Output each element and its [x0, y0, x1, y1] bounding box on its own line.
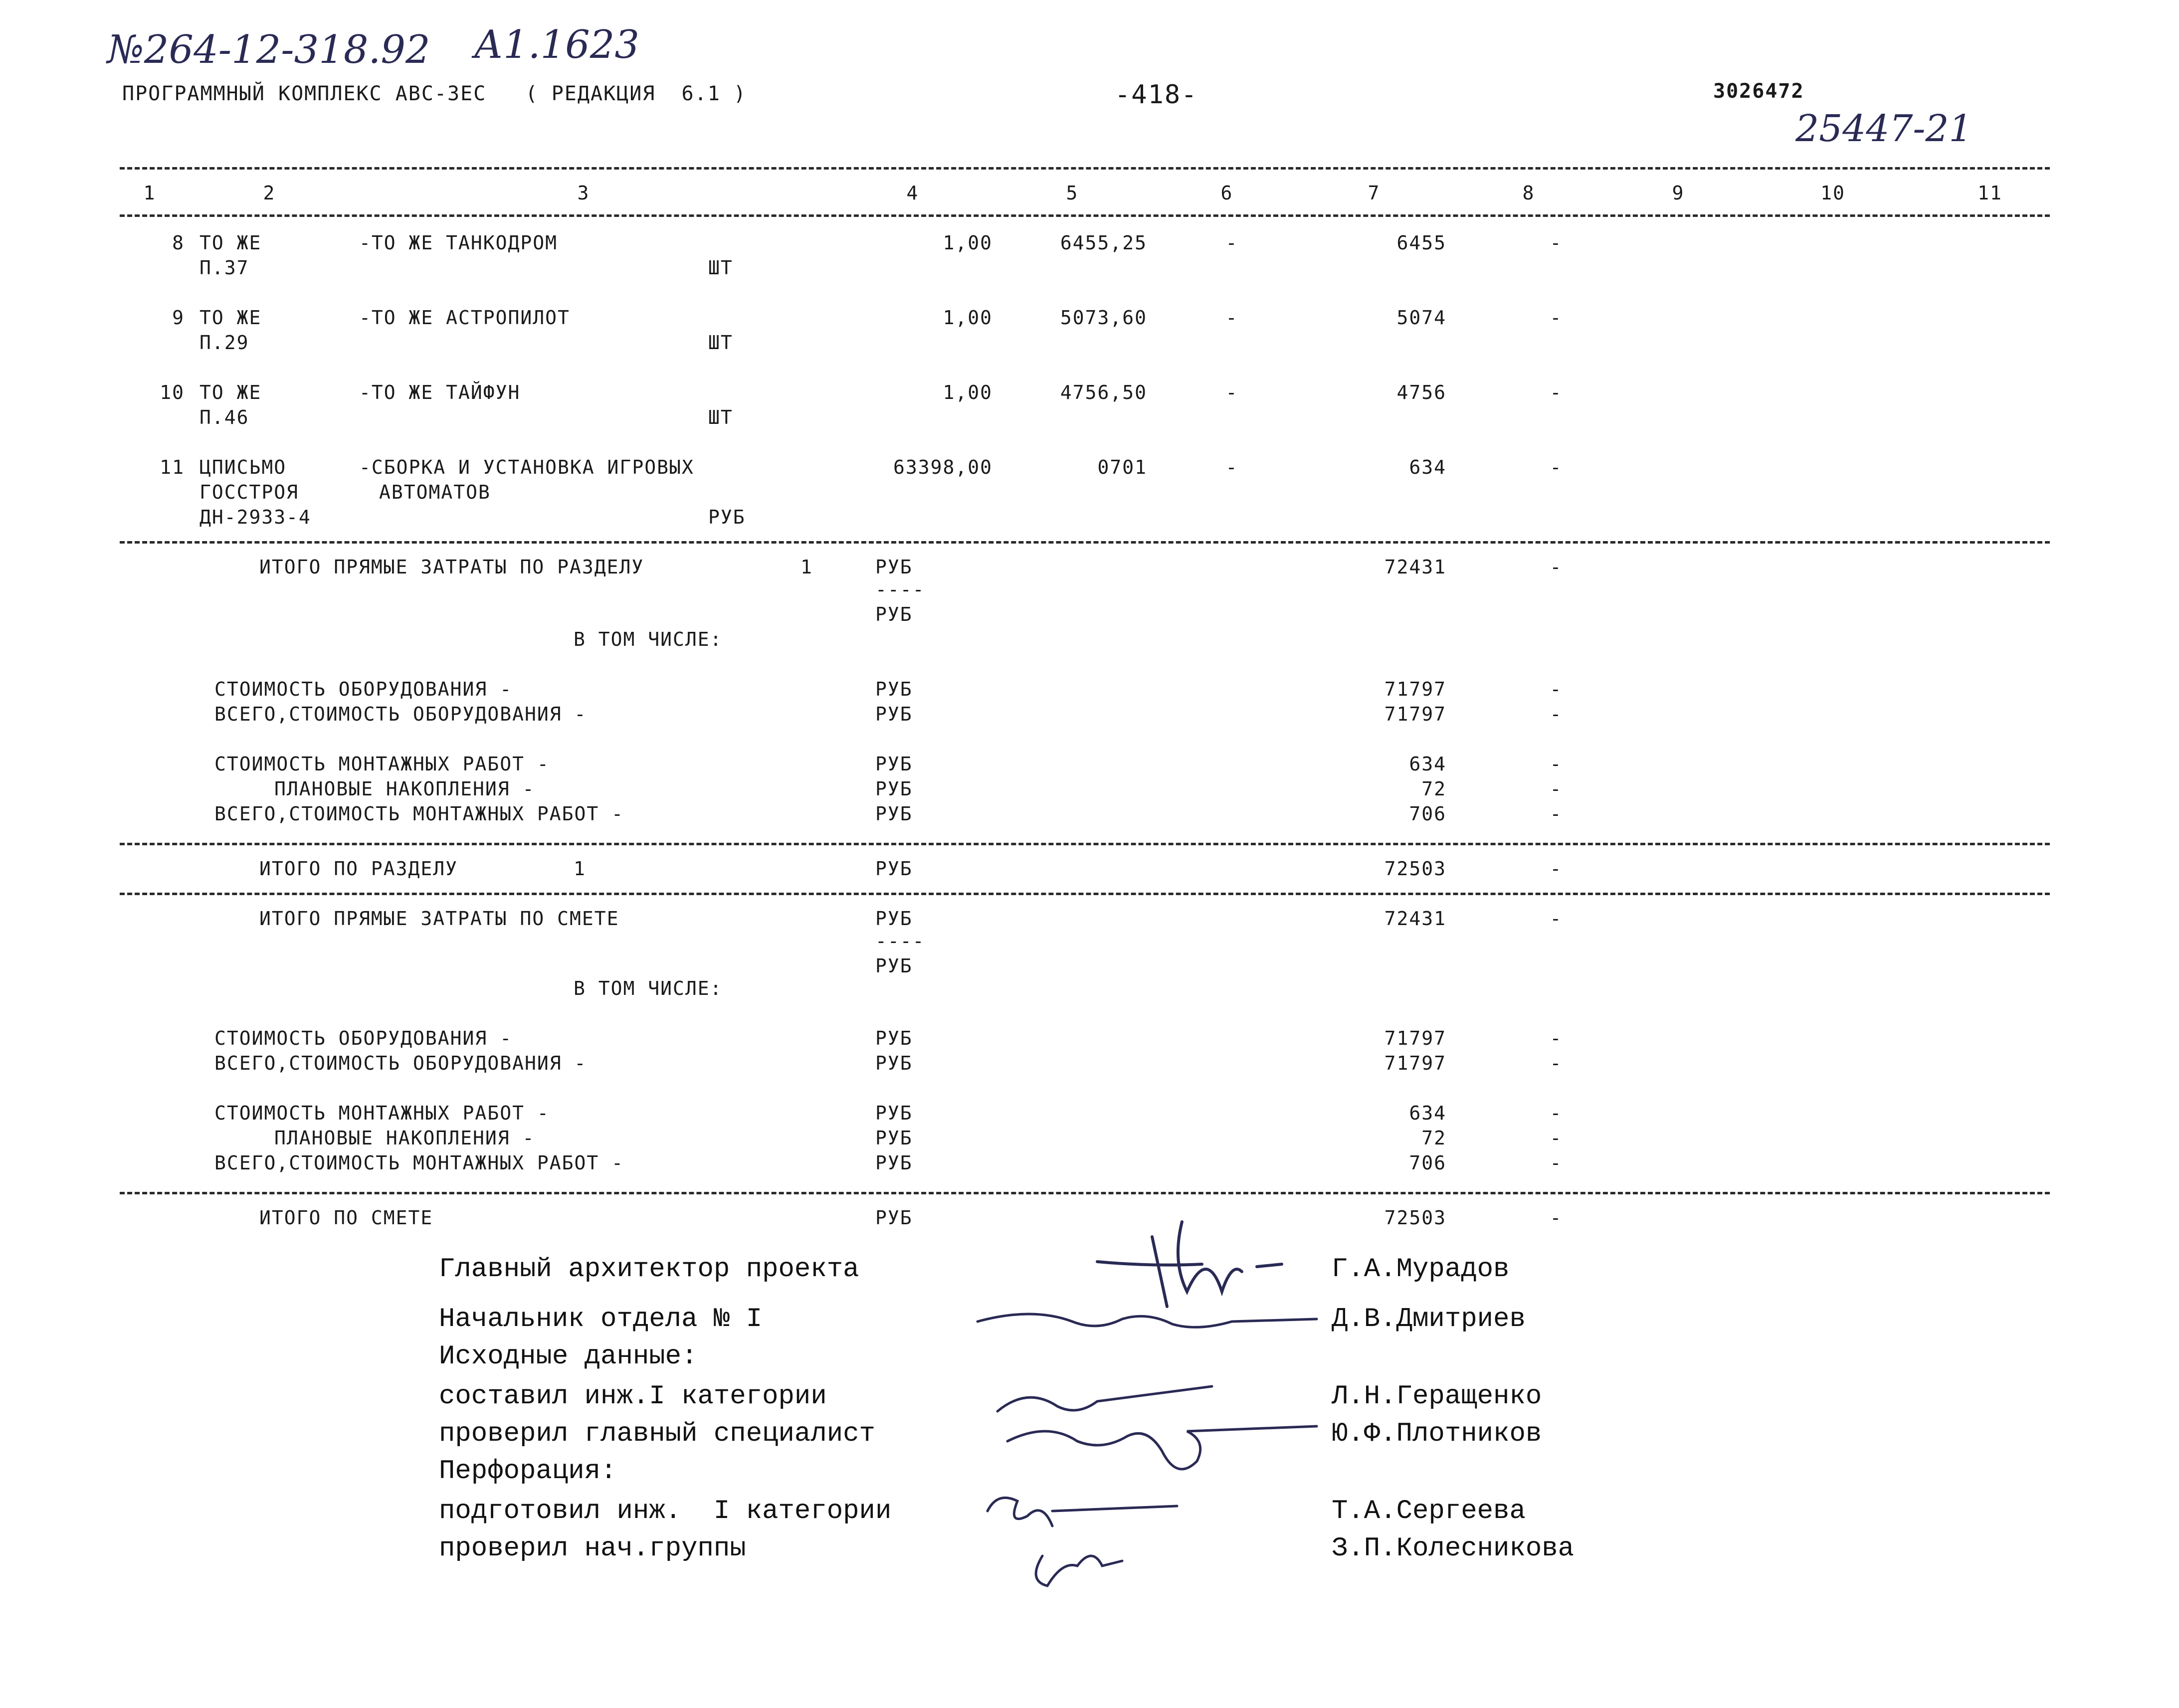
item-no: 11: [160, 456, 185, 478]
item-name-2: АВТОМАТОВ: [379, 481, 491, 503]
item-col8: -: [1550, 232, 1563, 254]
col-header-6: 6: [1220, 182, 1233, 204]
section-direct-number: 1: [800, 556, 813, 578]
section-equip-col8: -: [1550, 678, 1563, 700]
rule-items-end: [120, 541, 2050, 544]
program-title: ПРОГРАММНЫЙ КОМПЛЕКС АВС-3ЕС ( РЕДАКЦИЯ 6.1 ): [122, 82, 747, 105]
col-header-8: 8: [1522, 182, 1535, 204]
item-unit: ШТ: [708, 406, 733, 428]
estimate-install-value: 634: [1409, 1102, 1446, 1124]
signature-role-department-head: Начальник отдела № I: [439, 1304, 763, 1334]
rule-top: [120, 167, 2050, 170]
section-unit-dashes: ----: [875, 578, 925, 600]
estimate-equip-col8: -: [1550, 1027, 1563, 1049]
section-direct-value: 72431: [1384, 556, 1446, 578]
item-basis-2: ГОССТРОЯ: [199, 481, 299, 503]
estimate-planned-value: 72: [1421, 1127, 1446, 1149]
item-col8: -: [1550, 456, 1563, 478]
estimate-planned-col8: -: [1550, 1127, 1563, 1149]
item-qty: 1,00: [943, 381, 992, 403]
section-planned-col8: -: [1550, 778, 1563, 800]
estimate-install-total-value: 706: [1409, 1152, 1446, 1174]
section-direct-unit: РУБ: [875, 556, 913, 578]
item-total: 634: [1409, 456, 1446, 478]
section-total-label: ИТОГО ПО РАЗДЕЛУ: [259, 858, 458, 880]
item-basis: ТО ЖЕ: [199, 307, 262, 329]
item-no: 9: [172, 307, 185, 329]
item-name: -ТО ЖЕ ТАЙФУН: [359, 381, 521, 403]
section-unit-2: РУБ: [875, 603, 913, 625]
section-total-unit: РУБ: [875, 858, 913, 880]
section-total-col8: -: [1550, 858, 1563, 880]
col-header-3: 3: [577, 182, 590, 204]
estimate-install-total-col8: -: [1550, 1152, 1563, 1174]
signature-name-chief-architect: Г.А.Мурадов: [1332, 1254, 1510, 1285]
estimate-install-unit: РУБ: [875, 1102, 913, 1124]
section-equip-total-value: 71797: [1384, 703, 1446, 725]
estimate-equip-label: СТОИМОСТЬ ОБОРУДОВАНИЯ -: [214, 1027, 513, 1049]
item-name: -ТО ЖЕ АСТРОПИЛОТ: [359, 307, 570, 329]
col-header-2: 2: [263, 182, 276, 204]
estimate-unit-2: РУБ: [875, 955, 913, 977]
estimate-equip-total-value: 71797: [1384, 1052, 1446, 1074]
signature-name-checked-specialist: Ю.Ф.Плотников: [1332, 1419, 1542, 1449]
item-total: 4756: [1396, 381, 1446, 403]
estimate-total-value: 72503: [1384, 1207, 1446, 1229]
signature-role-compiled: составил инж.I категории: [439, 1381, 827, 1412]
estimate-planned-label: ПЛАНОВЫЕ НАКОПЛЕНИЯ -: [274, 1127, 535, 1149]
item-basis-3: ДН-2933-4: [199, 506, 311, 528]
section-planned-value: 72: [1421, 778, 1446, 800]
item-price: 5073,60: [1060, 307, 1147, 329]
estimate-total-col8: -: [1550, 1207, 1563, 1229]
handwritten-code: А1.1623: [474, 22, 639, 67]
item-name: -СБОРКА И УСТАНОВКА ИГРОВЫХ: [359, 456, 694, 478]
section-install-value: 634: [1409, 753, 1446, 775]
col-header-7: 7: [1368, 182, 1381, 204]
item-col6: -: [1225, 381, 1238, 403]
section-install-label: СТОИМОСТЬ МОНТАЖНЫХ РАБОТ -: [214, 753, 550, 775]
item-unit: ШТ: [708, 257, 733, 279]
item-total: 5074: [1396, 307, 1446, 329]
estimate-equip-total-col8: -: [1550, 1052, 1563, 1074]
item-no: 10: [160, 381, 185, 403]
item-basis: ТО ЖЕ: [199, 381, 262, 403]
item-col6: -: [1225, 232, 1238, 254]
col-header-11: 11: [1978, 182, 2002, 204]
page-number: -418-: [1115, 80, 1198, 110]
signature-role-checked-specialist: проверил главный специалист: [439, 1419, 875, 1449]
section-install-total-unit: РУБ: [875, 803, 913, 825]
item-price: 0701: [1097, 456, 1147, 478]
item-price: 6455,25: [1060, 232, 1147, 254]
estimate-equip-total-unit: РУБ: [875, 1052, 913, 1074]
section-install-total-label: ВСЕГО,СТОИМОСТЬ МОНТАЖНЫХ РАБОТ -: [214, 803, 624, 825]
signature-scrawl-gerashchenko-plotnikov: [988, 1381, 1317, 1489]
estimate-direct-label: ИТОГО ПРЯМЫЕ ЗАТРАТЫ ПО СМЕТЕ: [259, 908, 619, 930]
section-equip-label: СТОИМОСТЬ ОБОРУДОВАНИЯ -: [214, 678, 513, 700]
estimate-install-total-unit: РУБ: [875, 1152, 913, 1174]
signature-role-group-head: проверил нач.группы: [439, 1533, 746, 1564]
estimate-direct-unit: РУБ: [875, 908, 913, 930]
doc-code: 3026472: [1713, 80, 1804, 103]
section-total-number: 1: [574, 858, 586, 880]
section-planned-label: ПЛАНОВЫЕ НАКОПЛЕНИЯ -: [274, 778, 535, 800]
estimate-direct-col8: -: [1550, 908, 1563, 930]
item-col8: -: [1550, 381, 1563, 403]
item-name: -ТО ЖЕ ТАНКОДРОМ: [359, 232, 558, 254]
section-total-value: 72503: [1384, 858, 1446, 880]
estimate-equip-unit: РУБ: [875, 1027, 913, 1049]
item-price: 4756,50: [1060, 381, 1147, 403]
signature-name-department-head: Д.В.Дмитриев: [1332, 1304, 1526, 1334]
item-unit: ШТ: [708, 332, 733, 354]
estimate-equip-total-label: ВСЕГО,СТОИМОСТЬ ОБОРУДОВАНИЯ -: [214, 1052, 587, 1074]
estimate-total-label: ИТОГО ПО СМЕТЕ: [259, 1207, 433, 1229]
estimate-install-label: СТОИМОСТЬ МОНТАЖНЫХ РАБОТ -: [214, 1102, 550, 1124]
signature-name-prepared: Т.А.Сергеева: [1332, 1496, 1526, 1526]
item-qty: 63398,00: [893, 456, 992, 478]
item-basis-2: П.29: [199, 332, 249, 354]
item-col6: -: [1225, 307, 1238, 329]
estimate-install-col8: -: [1550, 1102, 1563, 1124]
section-direct-col8: -: [1550, 556, 1563, 578]
signature-scrawl-sergeeva-kolesnikova: [978, 1481, 1187, 1593]
col-header-1: 1: [143, 182, 156, 204]
item-col6: -: [1225, 456, 1238, 478]
item-total: 6455: [1396, 232, 1446, 254]
section-including: В ТОМ ЧИСЛЕ:: [574, 628, 723, 650]
estimate-equip-value: 71797: [1384, 1027, 1446, 1049]
item-qty: 1,00: [943, 307, 992, 329]
section-equip-value: 71797: [1384, 678, 1446, 700]
signature-role-chief-architect: Главный архитектор проекта: [439, 1254, 859, 1285]
handwritten-ref: №264-12-318.92: [107, 27, 430, 72]
estimate-unit-dashes: ----: [875, 930, 925, 952]
section-equip-total-unit: РУБ: [875, 703, 913, 725]
rule-section: [120, 843, 2050, 845]
col-header-9: 9: [1672, 182, 1685, 204]
item-basis: ТО ЖЕ: [199, 232, 262, 254]
item-no: 8: [172, 232, 185, 254]
section-equip-unit: РУБ: [875, 678, 913, 700]
rule-estimate: [120, 1192, 2050, 1194]
handwritten-number: 25447-21: [1795, 107, 1973, 150]
estimate-planned-unit: РУБ: [875, 1127, 913, 1149]
item-col8: -: [1550, 307, 1563, 329]
section-planned-unit: РУБ: [875, 778, 913, 800]
item-basis-2: П.46: [199, 406, 249, 428]
section-equip-total-col8: -: [1550, 703, 1563, 725]
col-header-10: 10: [1820, 182, 1845, 204]
section-install-unit: РУБ: [875, 753, 913, 775]
estimate-total-unit: РУБ: [875, 1207, 913, 1229]
section-install-total-col8: -: [1550, 803, 1563, 825]
item-qty: 1,00: [943, 232, 992, 254]
item-basis: ЦПИСЬМО: [199, 456, 287, 478]
section-install-col8: -: [1550, 753, 1563, 775]
col-header-4: 4: [906, 182, 919, 204]
item-unit: РУБ: [708, 506, 746, 528]
rule-header: [120, 214, 2050, 217]
section-equip-total-label: ВСЕГО,СТОИМОСТЬ ОБОРУДОВАНИЯ -: [214, 703, 587, 725]
estimate-including: В ТОМ ЧИСЛЕ:: [574, 977, 723, 999]
rule-section-end: [120, 893, 2050, 895]
estimate-install-total-label: ВСЕГО,СТОИМОСТЬ МОНТАЖНЫХ РАБОТ -: [214, 1152, 624, 1174]
signature-role-source-data: Исходные данные:: [439, 1341, 698, 1372]
section-direct-label: ИТОГО ПРЯМЫЕ ЗАТРАТЫ ПО РАЗДЕЛУ: [259, 556, 644, 578]
item-basis-2: П.37: [199, 257, 249, 279]
estimate-direct-value: 72431: [1384, 908, 1446, 930]
signature-name-compiled: Л.Н.Геращенко: [1332, 1381, 1542, 1412]
signature-scrawl-dmitriev: [973, 1302, 1322, 1344]
signature-name-group-head: З.П.Колесникова: [1332, 1533, 1575, 1564]
col-header-5: 5: [1066, 182, 1079, 204]
section-install-total-value: 706: [1409, 803, 1446, 825]
signature-role-perforation: Перфорация:: [439, 1456, 617, 1487]
signature-role-prepared: подготовил инж. I категории: [439, 1496, 892, 1526]
